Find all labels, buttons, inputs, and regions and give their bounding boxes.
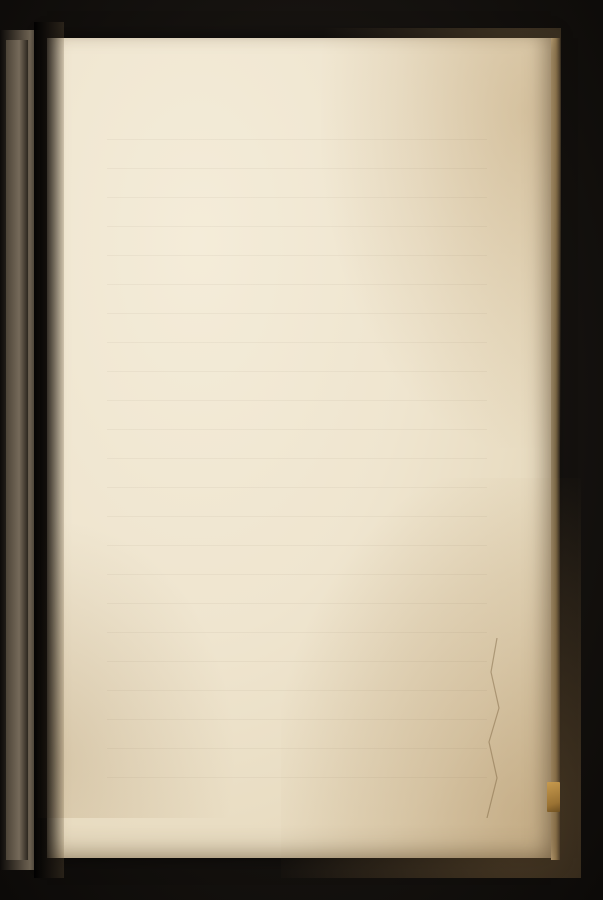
foxing-stain-top-right xyxy=(321,28,561,448)
foxing-stain-bottom-left xyxy=(37,518,237,818)
text-showthrough xyxy=(107,138,487,778)
foxing-stain-bottom-right xyxy=(281,478,581,878)
facing-page-edge xyxy=(0,30,40,870)
page-edge-shading xyxy=(47,38,551,858)
page-corner-marker xyxy=(547,782,560,812)
book-page xyxy=(47,38,551,858)
book-fore-edge xyxy=(551,38,560,860)
facing-page-paper xyxy=(6,40,28,860)
paper-crack xyxy=(477,638,511,818)
